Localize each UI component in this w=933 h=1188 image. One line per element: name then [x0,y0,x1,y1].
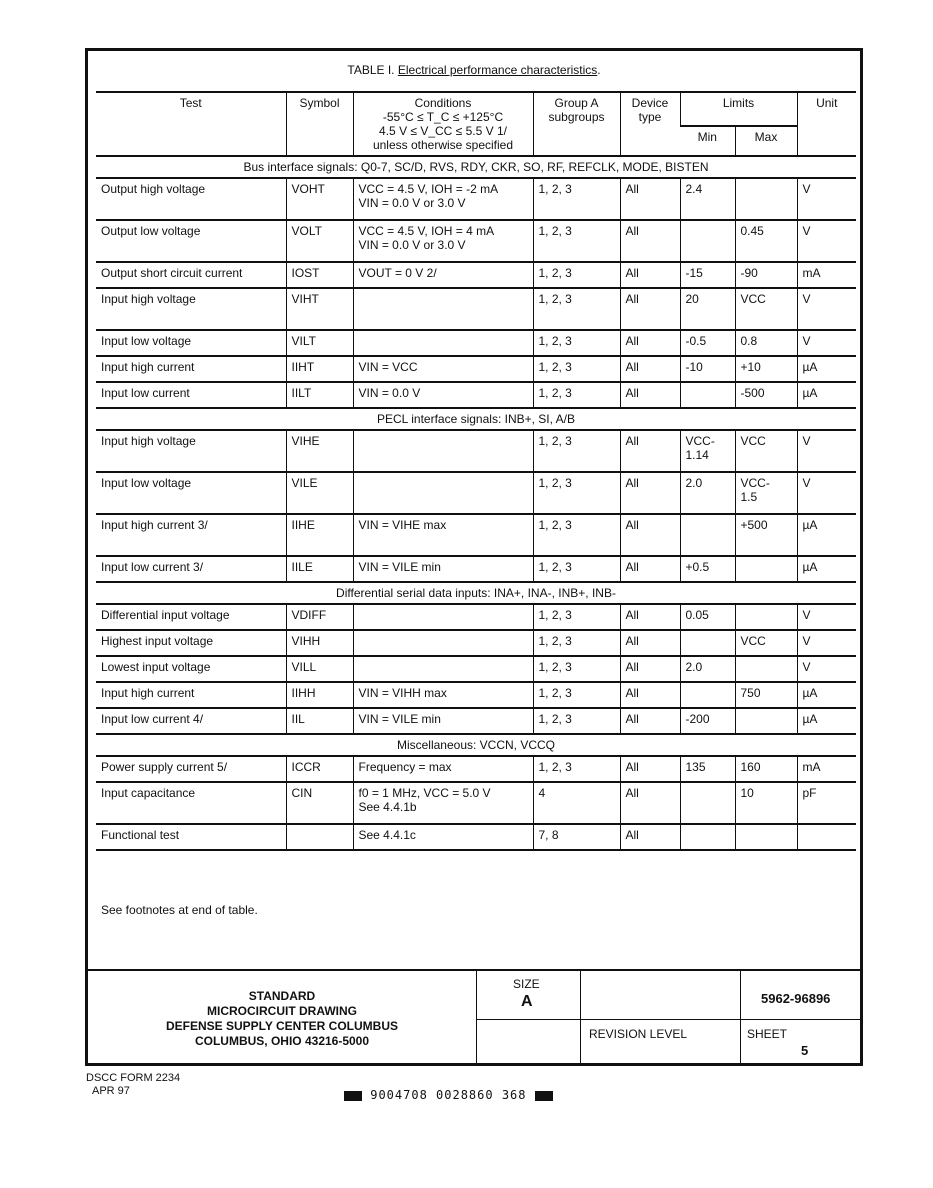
cell-min: 2.4 [680,178,735,220]
header-device: Device type [620,92,680,156]
cell-device: All [620,604,680,630]
barcode-block [344,1091,362,1101]
datasheet-page [85,48,863,1066]
cell-symbol: IIHH [286,682,353,708]
table-row [96,262,856,288]
table-row [96,382,856,408]
cell-test: Highest input voltage [101,634,214,648]
cell-max: VCC [735,630,797,656]
cell-device: All [620,382,680,408]
size-value: A [521,993,533,1010]
cell-conditions: VIN = VCC [353,356,533,382]
cell-group: 1, 2, 3 [533,630,620,656]
cell-symbol: IIL [286,708,353,734]
cell-max: 0.8 [735,330,797,356]
cell-unit: mA [797,756,856,782]
cell-min [680,824,735,850]
title-block [88,969,860,1065]
cell-symbol: VILE [286,472,353,514]
cell-min: 2.0 [680,472,735,514]
cell-conditions: See 4.4.1c [353,824,533,850]
cell-symbol: VOHT [286,178,353,220]
header-unit: Unit [797,92,856,156]
cell-unit: µA [797,356,856,382]
section-header [96,582,856,604]
cell-group: 1, 2, 3 [533,330,620,356]
table-row [96,782,856,824]
cell-max [735,656,797,682]
cell-symbol: VILT [286,330,353,356]
cell-device: All [620,682,680,708]
revision-label: REVISION LEVEL [589,1027,688,1041]
table-row [96,288,856,330]
section-title: Miscellaneous: VCCN, VCCQ [396,738,556,752]
table-row [96,220,856,262]
table-row [96,330,856,356]
cell-group: 1, 2, 3 [533,382,620,408]
cell-group: 1, 2, 3 [533,472,620,514]
barcode-line [344,1088,553,1102]
cell-conditions: VIN = VILE min [353,708,533,734]
cell-unit: V [797,178,856,220]
cell-max [735,824,797,850]
cell-max: -90 [735,262,797,288]
section-header [96,156,856,178]
cell-unit: V [797,472,856,514]
cell-min: +0.5 [680,556,735,582]
cell-min [680,630,735,656]
cell-device: All [620,756,680,782]
cell-conditions: f0 = 1 MHz, VCC = 5.0 V See 4.4.1b [353,782,533,824]
sheet-number: 5 [801,1043,809,1058]
form-id: DSCC FORM 2234 [86,1072,181,1084]
cell-conditions [353,430,533,472]
table-title-text: Electrical performance characteristics [397,63,598,77]
cell-device: All [620,656,680,682]
org-line: MICROCIRCUIT DRAWING [207,1004,357,1018]
cell-min: -10 [680,356,735,382]
cell-min [680,782,735,824]
cell-group: 1, 2, 3 [533,514,620,556]
table-row [96,178,856,220]
section-title: Bus interface signals: Q0-7, SC/D, RVS, RDY, CKR, SO, RF, REFCLK, MODE, BISTEN [243,160,709,174]
title-block-divider [476,1019,860,1020]
cell-symbol: ICCR [286,756,353,782]
cell-min: 2.0 [680,656,735,682]
cell-max: VCC [735,288,797,330]
cell-symbol: VIHE [286,430,353,472]
size-cell [476,971,580,1065]
spec-table [96,91,856,851]
header-row [96,92,856,126]
cell-device: All [620,178,680,220]
cell-max: +500 [735,514,797,556]
cell-test: Input low voltage [101,476,192,490]
cell-unit: V [797,430,856,472]
cell-unit: µA [797,514,856,556]
table-row [96,630,856,656]
cell-group: 1, 2, 3 [533,756,620,782]
table-row [96,514,856,556]
header-max: Max [735,126,797,156]
cell-unit: µA [797,556,856,582]
cell-group: 1, 2, 3 [533,288,620,330]
header-conditions: Conditions -55°C ≤ T_C ≤ +125°C 4.5 V ≤ V_CC ≤ 5.5 V 1/ unless otherwise specified [353,92,533,156]
cell-unit: pF [797,782,856,824]
cell-min: 135 [680,756,735,782]
cell-conditions: VCC = 4.5 V, IOH = 4 mA VIN = 0.0 V or 3.0 V [353,220,533,262]
table-row [96,756,856,782]
section-header [96,734,856,756]
cell-min: VCC- 1.14 [680,430,735,472]
cell-conditions: VIN = 0.0 V [353,382,533,408]
cell-unit: V [797,220,856,262]
cell-test: Input high voltage [101,434,196,448]
cell-device: All [620,262,680,288]
cell-device: All [620,356,680,382]
header-group: Group A subgroups [533,92,620,156]
cell-group: 7, 8 [533,824,620,850]
cell-group: 1, 2, 3 [533,708,620,734]
cell-group: 1, 2, 3 [533,262,620,288]
table-row [96,430,856,472]
cell-test: Input high voltage [101,292,196,306]
cell-conditions: VIN = VIHE max [353,514,533,556]
cell-group: 1, 2, 3 [533,604,620,630]
cell-conditions: Frequency = max [353,756,533,782]
cell-min [680,382,735,408]
cell-test: Differential input voltage [101,608,230,622]
cell-max: VCC- 1.5 [735,472,797,514]
header-symbol: Symbol [286,92,353,156]
cell-test: Input high current [101,360,195,374]
table-row [96,682,856,708]
cell-min [680,514,735,556]
cell-unit [797,824,856,850]
cell-symbol: IOST [286,262,353,288]
cell-symbol: VIHH [286,630,353,656]
size-label: SIZE [513,977,540,991]
cell-group: 1, 2, 3 [533,178,620,220]
cell-conditions [353,604,533,630]
cell-conditions: VOUT = 0 V 2/ [353,262,533,288]
cell-conditions: VIN = VILE min [353,556,533,582]
section-header [96,408,856,430]
table-row [96,708,856,734]
cell-max: 750 [735,682,797,708]
cell-group: 1, 2, 3 [533,656,620,682]
header-min: Min [697,130,717,144]
cell-min: 0.05 [680,604,735,630]
header-limits: Limits [680,92,797,126]
cell-min [680,682,735,708]
cell-unit: V [797,330,856,356]
cell-test: Input low voltage [101,334,192,348]
cell-test: Power supply current 5/ [101,760,228,774]
cell-device: All [620,472,680,514]
cell-max: 160 [735,756,797,782]
cell-unit: V [797,656,856,682]
cell-max [735,604,797,630]
cell-device: All [620,430,680,472]
cell-device: All [620,330,680,356]
cell-test: Input high current [101,686,195,700]
cell-group: 4 [533,782,620,824]
cell-conditions [353,630,533,656]
cell-device: All [620,782,680,824]
section-title: Differential serial data inputs: INA+, INA-, INB+, INB- [336,586,616,600]
cell-test: Input low current [101,386,190,400]
cell-symbol: IIHE [286,514,353,556]
cell-group: 1, 2, 3 [533,556,620,582]
cell-device: All [620,556,680,582]
table-row [96,604,856,630]
cell-test: Output short circuit current [101,266,243,280]
cell-unit: mA [797,262,856,288]
cell-device: All [620,220,680,262]
cell-group: 1, 2, 3 [533,430,620,472]
cell-symbol: VOLT [286,220,353,262]
org-line: STANDARD [248,989,316,1003]
cell-conditions [353,656,533,682]
cell-conditions: VIN = VIHH max [353,682,533,708]
cell-max: +10 [735,356,797,382]
org-line: DEFENSE SUPPLY CENTER COLUMBUS [165,1019,399,1033]
cell-test: Input high current 3/ [101,518,208,532]
cell-group: 1, 2, 3 [533,356,620,382]
cell-conditions: VCC = 4.5 V, IOH = -2 mA VIN = 0.0 V or 3.0 V [353,178,533,220]
cell-conditions [353,288,533,330]
cell-test: Functional test [101,828,180,842]
sheet-label: SHEET [747,1027,788,1041]
cell-group: 1, 2, 3 [533,220,620,262]
cell-symbol [286,824,353,850]
cell-min [680,220,735,262]
cell-unit: µA [797,382,856,408]
table-row [96,356,856,382]
cell-symbol: IILT [286,382,353,408]
form-date: APR 97 [92,1085,130,1097]
table-row [96,824,856,850]
cell-max: 0.45 [735,220,797,262]
org-block [88,971,476,1065]
cell-test: Input low current 3/ [101,560,204,574]
cell-max [735,556,797,582]
header-test: Test [96,92,286,156]
org-line: COLUMBUS, OHIO 43216-5000 [194,1034,370,1048]
cell-test: Input low current 4/ [101,712,204,726]
cell-symbol: IILE [286,556,353,582]
table-title: TABLE I. Electrical performance characteristics. [347,63,601,77]
spec-table-body [96,156,856,850]
cell-test: Lowest input voltage [101,660,211,674]
table-row [96,472,856,514]
cell-test: Output low voltage [101,224,201,238]
cell-unit: V [797,630,856,656]
cell-symbol: VILL [286,656,353,682]
cell-symbol: IIHT [286,356,353,382]
cell-device: All [620,630,680,656]
cell-max: -500 [735,382,797,408]
cell-max: VCC [735,430,797,472]
cell-test: Input capacitance [101,786,196,800]
cell-group: 1, 2, 3 [533,682,620,708]
cell-device: All [620,824,680,850]
cell-symbol: VIHT [286,288,353,330]
cell-unit: µA [797,682,856,708]
cell-min: -15 [680,262,735,288]
cell-unit: µA [797,708,856,734]
barcode-text: 9004708 0028860 368 [370,1088,527,1102]
cell-test: Output high voltage [101,182,206,196]
cell-device: All [620,288,680,330]
cell-unit: V [797,604,856,630]
cell-min: -0.5 [680,330,735,356]
footnote: See footnotes at end of table. [101,903,258,917]
cell-max [735,708,797,734]
revision-cell [580,971,740,1065]
cell-conditions [353,472,533,514]
cell-min: -200 [680,708,735,734]
table-row [96,556,856,582]
cell-symbol: VDIFF [286,604,353,630]
drawing-number-cell [740,971,860,1065]
cell-min: 20 [680,288,735,330]
barcode-block [535,1091,553,1101]
cell-symbol: CIN [286,782,353,824]
table-row [96,656,856,682]
cell-device: All [620,514,680,556]
cell-device: All [620,708,680,734]
cell-unit: V [797,288,856,330]
cell-conditions [353,330,533,356]
section-title: PECL interface signals: INB+, SI, A/B [377,412,575,426]
cell-max: 10 [735,782,797,824]
cell-max [735,178,797,220]
drawing-number: 5962-96896 [761,991,831,1006]
